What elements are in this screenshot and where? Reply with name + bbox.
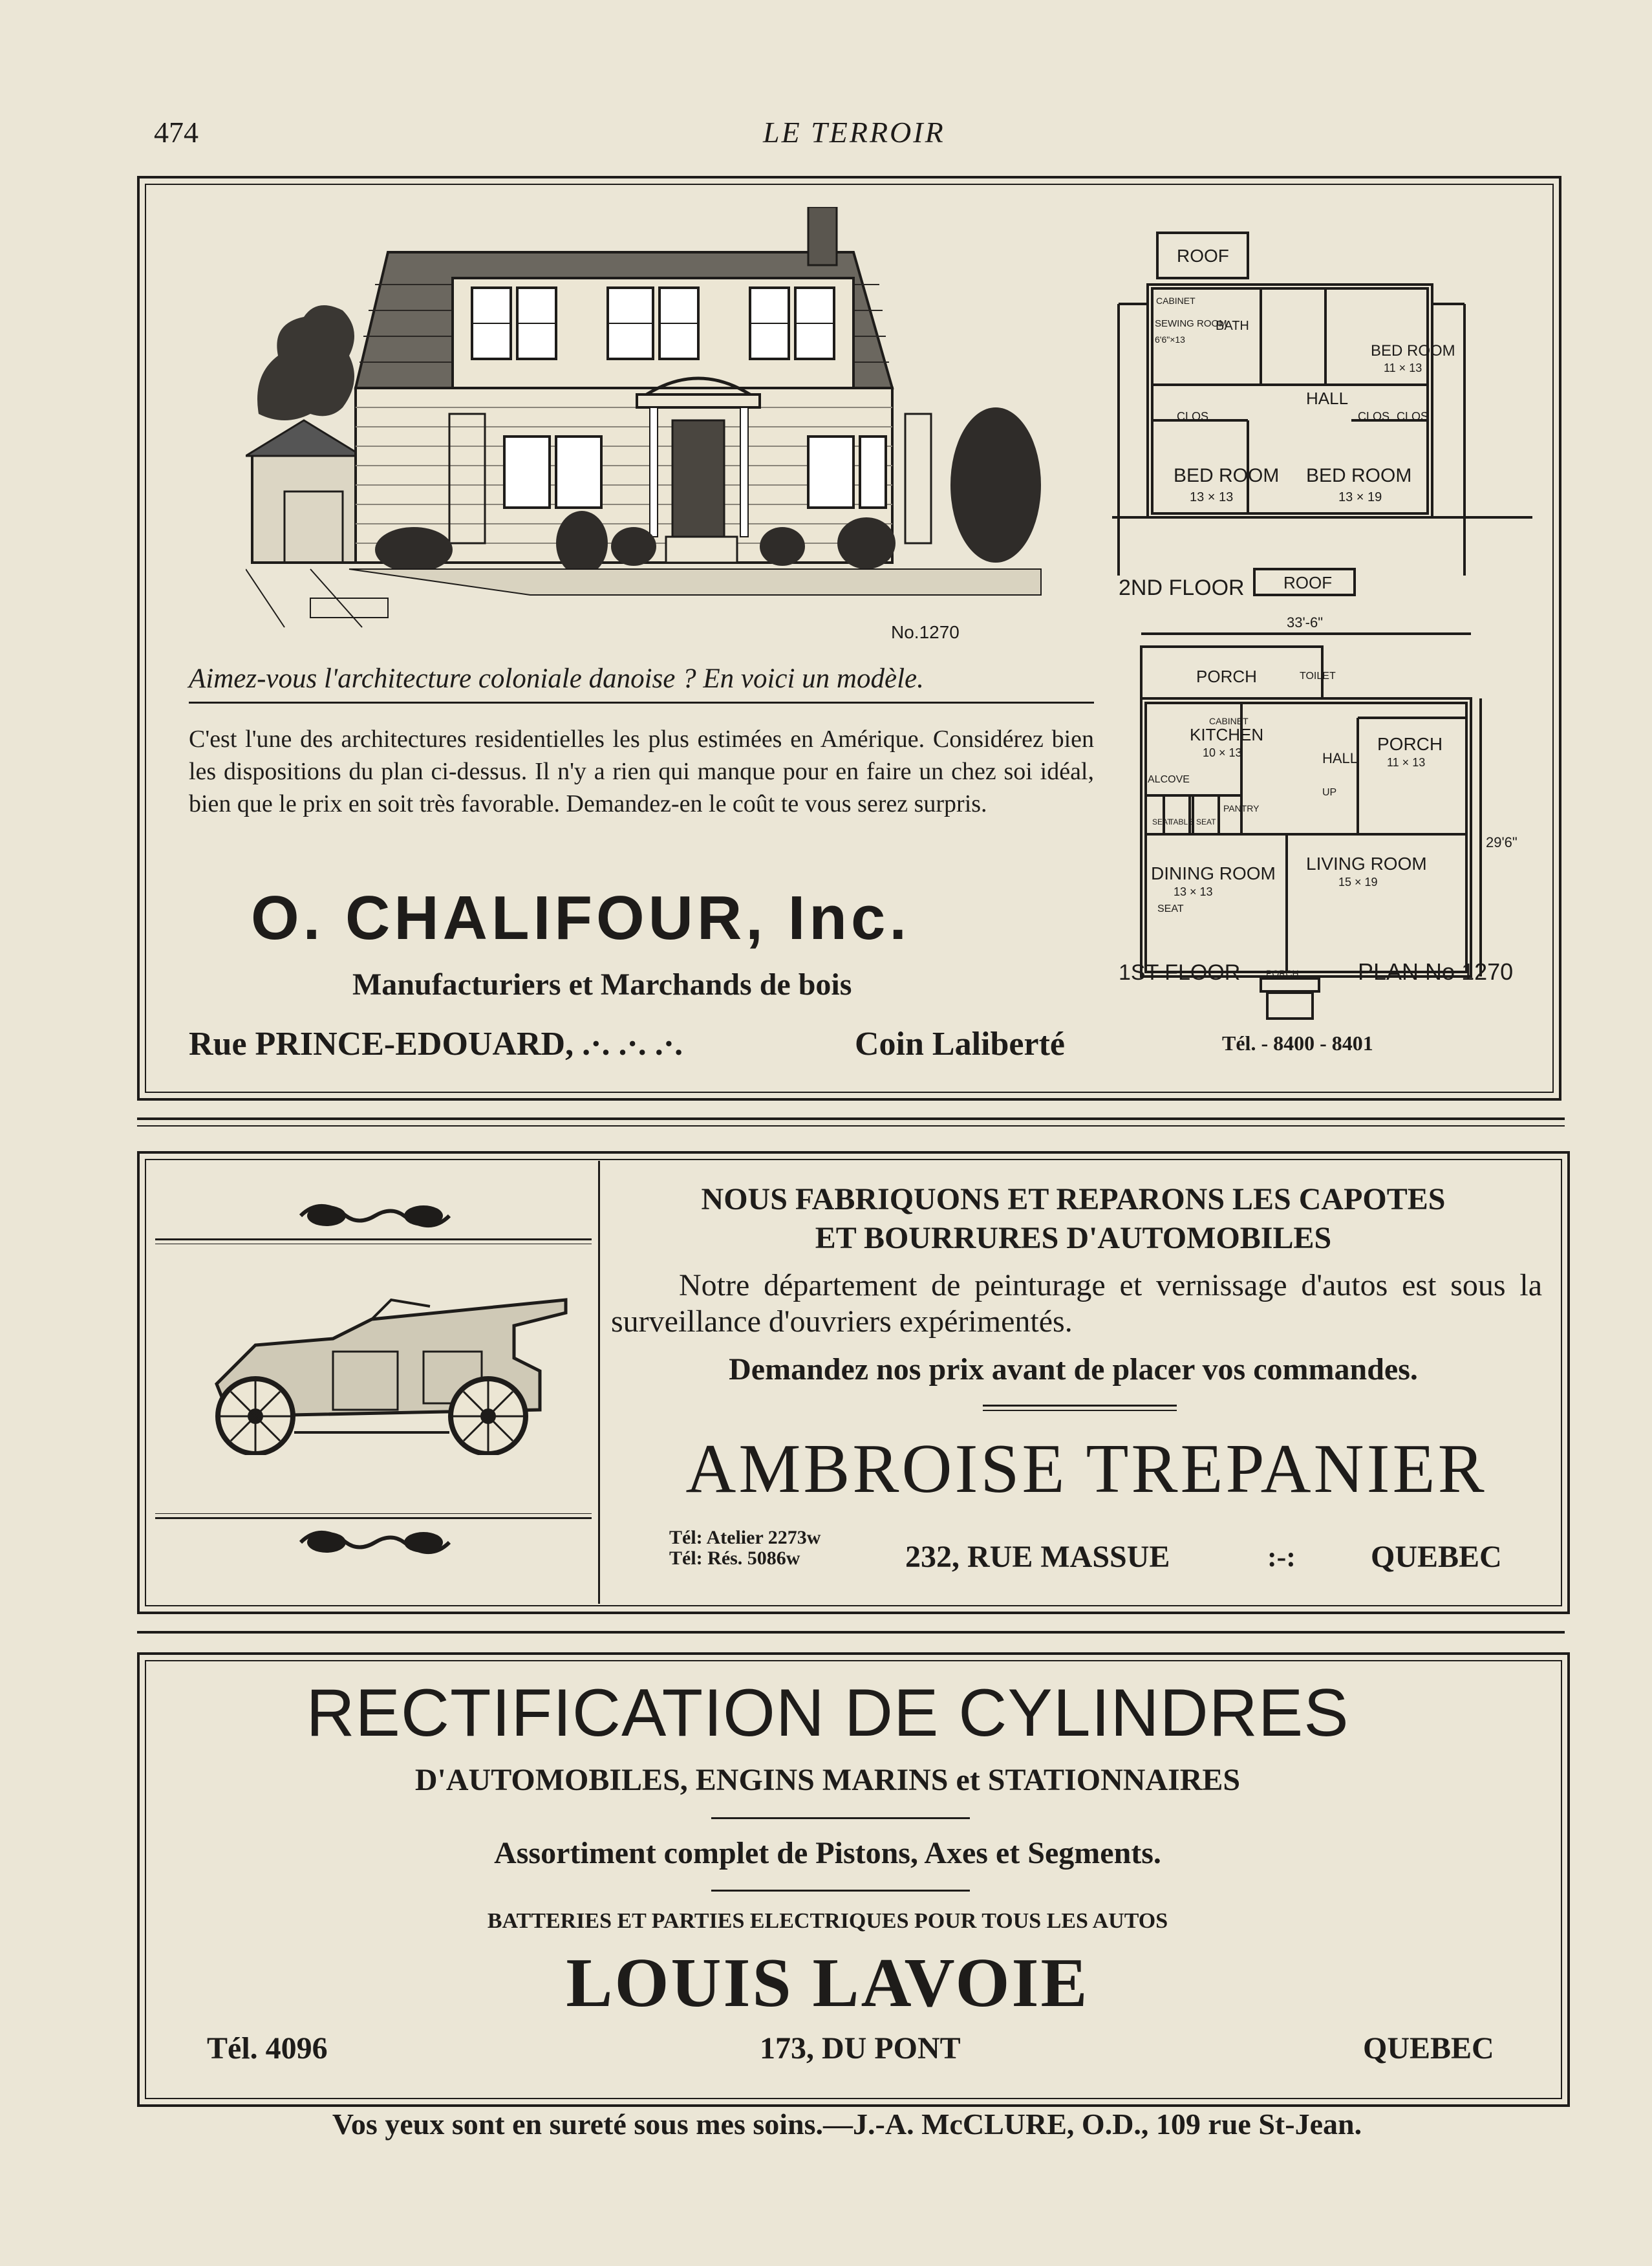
plan-label-pantry: PANTRY <box>1223 803 1260 814</box>
plan-label-sewing-room: SEWING ROOM <box>1155 318 1227 329</box>
plan-label-kitchen: KITCHEN <box>1190 725 1264 744</box>
ad-tagline: Aimez-vous l'architecture coloniale danoise ? En voici un modèle. <box>189 664 924 694</box>
ad-subtitle: D'AUTOMOBILES, ENGINS MARINS et STATIONNAIRES <box>414 1763 1241 1797</box>
plan-label-alcove: ALCOVE <box>1148 774 1190 785</box>
plan-label-seat-c: SEAT <box>1157 903 1184 914</box>
plan-label-clos-c: CLOS <box>1397 410 1429 423</box>
tagline-underline <box>189 702 1094 704</box>
plan-label-seat-b: SEAT <box>1196 817 1216 826</box>
company-corner: Coin Laliberté <box>855 1026 1065 1063</box>
phone-workshop: Tél: Atelier 2273w <box>669 1527 821 1548</box>
plan-label-porch-3: PORCH <box>1266 968 1299 978</box>
ad-separator-1 <box>137 1117 1565 1120</box>
ad-separator-2 <box>137 1631 1565 1634</box>
ad-headline <box>608 1180 1539 1258</box>
ad-headline-line-1: NOUS FABRIQUONS ET REPARONS LES CAPOTES <box>701 1182 1446 1216</box>
plan-label-dining-dim: 13 × 13 <box>1174 885 1213 898</box>
ad-call-to-action: Demandez nos prix avant de placer vos commandes. <box>729 1352 1418 1387</box>
plan-label-porch-1: PORCH <box>1196 667 1257 686</box>
ornament-top-icon <box>294 1196 456 1235</box>
company-phone: Tél. - 8400 - 8401 <box>1222 1031 1373 1055</box>
phone-numbers <box>669 1527 821 1569</box>
plan-label-roof-top: ROOF <box>1177 246 1229 266</box>
ad-title: RECTIFICATION DE CYLINDRES <box>306 1676 1349 1751</box>
ad-assortment: Assortiment complet de Pistons, Axes et Segments. <box>494 1836 1161 1870</box>
ad-batteries: BATTERIES ET PARTIES ELECTRIQUES POUR TOUS LES AUTOS <box>487 1909 1168 1933</box>
company-street: Rue PRINCE-EDOUARD, .·. .·. .·. <box>189 1026 683 1063</box>
plan-label-bed-room-2-dim: 13 × 13 <box>1190 490 1234 504</box>
address-separator: :-: <box>1267 1541 1296 1573</box>
running-header: LE TERROIR <box>763 116 945 149</box>
plan-label-roof-bottom: ROOF <box>1283 573 1333 592</box>
plan-label-bed-room-1: BED ROOM <box>1371 342 1455 360</box>
plan-label-bed-room-1-dim: 11 × 13 <box>1384 361 1422 374</box>
plan-label-hall-1: HALL <box>1322 750 1358 766</box>
cta-rule-thin <box>983 1410 1177 1411</box>
plan-label-first-floor: 1ST FLOOR <box>1119 960 1241 985</box>
plan-label-toilet: TOILET <box>1300 671 1336 682</box>
ad-separator-1b <box>137 1125 1565 1127</box>
plan-label-second-floor: 2ND FLOOR <box>1119 576 1245 600</box>
plan-label-cabinet-2: CABINET <box>1209 716 1249 726</box>
ad-body-text: C'est l'une des architectures residentielles les plus estimées en Amérique. Considérez bien les dispositions du plan ci-dessus. Il n'y a rien qui manque pour en faire un chez soi idéal, bien que le prix en soit très favorable. Demandez-en le coût te vous serez surpris. <box>189 726 1094 817</box>
plan-label-dining-room: DINING ROOM <box>1151 863 1276 883</box>
plan-label-plan-no: PLAN No 1270 <box>1358 958 1514 985</box>
plan-label-clos-b: CLOS <box>1358 410 1390 423</box>
left-panel-rule-top <box>155 1238 592 1240</box>
left-panel-rule-bottom <box>155 1517 592 1519</box>
plan-label-bed-room-3-dim: 13 × 19 <box>1338 490 1382 504</box>
business-city: QUEBEC <box>1363 2031 1494 2066</box>
plan-label-bath: BATH <box>1216 319 1249 333</box>
business-name: LOUIS LAVOIE <box>566 1945 1089 2022</box>
business-address: 173, DU PONT <box>760 2031 961 2066</box>
plan-label-clos-a: CLOS <box>1177 410 1209 423</box>
business-name: AMBROISE TREPANIER <box>685 1430 1487 1507</box>
business-address: 232, RUE MASSUE <box>905 1540 1170 1574</box>
automobile-illustration <box>178 1287 579 1455</box>
plan-label-kitchen-dim: 10 × 13 <box>1203 746 1242 759</box>
plan-label-hall-2: HALL <box>1306 389 1349 408</box>
company-name: O. CHALIFOUR, Inc. <box>251 883 910 953</box>
floor-plan <box>1112 226 1532 1022</box>
cta-rule <box>983 1405 1177 1407</box>
phone-residence: Tél: Rés. 5086w <box>669 1548 800 1569</box>
plan-label-porch-2-dim: 11 × 13 <box>1387 756 1426 769</box>
plan-label-seat-a: SEAT <box>1152 817 1172 826</box>
business-city: QUEBEC <box>1371 1540 1502 1574</box>
house-model-caption: No.1270 <box>891 622 960 642</box>
plan-label-living-room: LIVING ROOM <box>1306 854 1427 874</box>
assortment-rule <box>711 1890 970 1892</box>
footer-advertisement: Vos yeux sont en sureté sous mes soins.—J.-A. McCLURE, O.D., 109 rue St-Jean. <box>332 2108 1362 2141</box>
company-trade: Manufacturiers et Marchands de bois <box>352 967 852 1002</box>
plan-label-table: TABLE <box>1169 817 1194 826</box>
subtitle-rule <box>711 1817 970 1819</box>
ad-body-text: Notre département de peinturage et vernissage d'autos est sous la surveillance d'ouvriers expérimentés. <box>611 1268 1542 1339</box>
plan-label-porch-2: PORCH <box>1377 734 1443 754</box>
plan-label-width-dim: 33'-6" <box>1287 614 1324 631</box>
house-illustration <box>246 207 1047 634</box>
left-panel-rule-bottom-thin <box>155 1513 592 1514</box>
plan-label-cabinet: CABINET <box>1156 296 1196 306</box>
page-number: 474 <box>154 116 198 149</box>
plan-label-up: UP <box>1322 787 1337 798</box>
ad-headline-line-2: ET BOURRURES D'AUTOMOBILES <box>815 1221 1332 1255</box>
plan-label-living-dim: 15 × 19 <box>1338 876 1378 889</box>
plan-label-sewing-dim: 6'6"×13 <box>1155 334 1185 345</box>
plan-label-bed-room-2: BED ROOM <box>1174 465 1280 486</box>
ad-column-divider <box>598 1161 600 1604</box>
plan-label-bed-room-3: BED ROOM <box>1306 465 1412 486</box>
business-phone: Tél. 4096 <box>207 2031 328 2066</box>
ornament-bottom-icon <box>294 1523 456 1562</box>
plan-label-depth-dim: 29'6" <box>1486 834 1518 850</box>
